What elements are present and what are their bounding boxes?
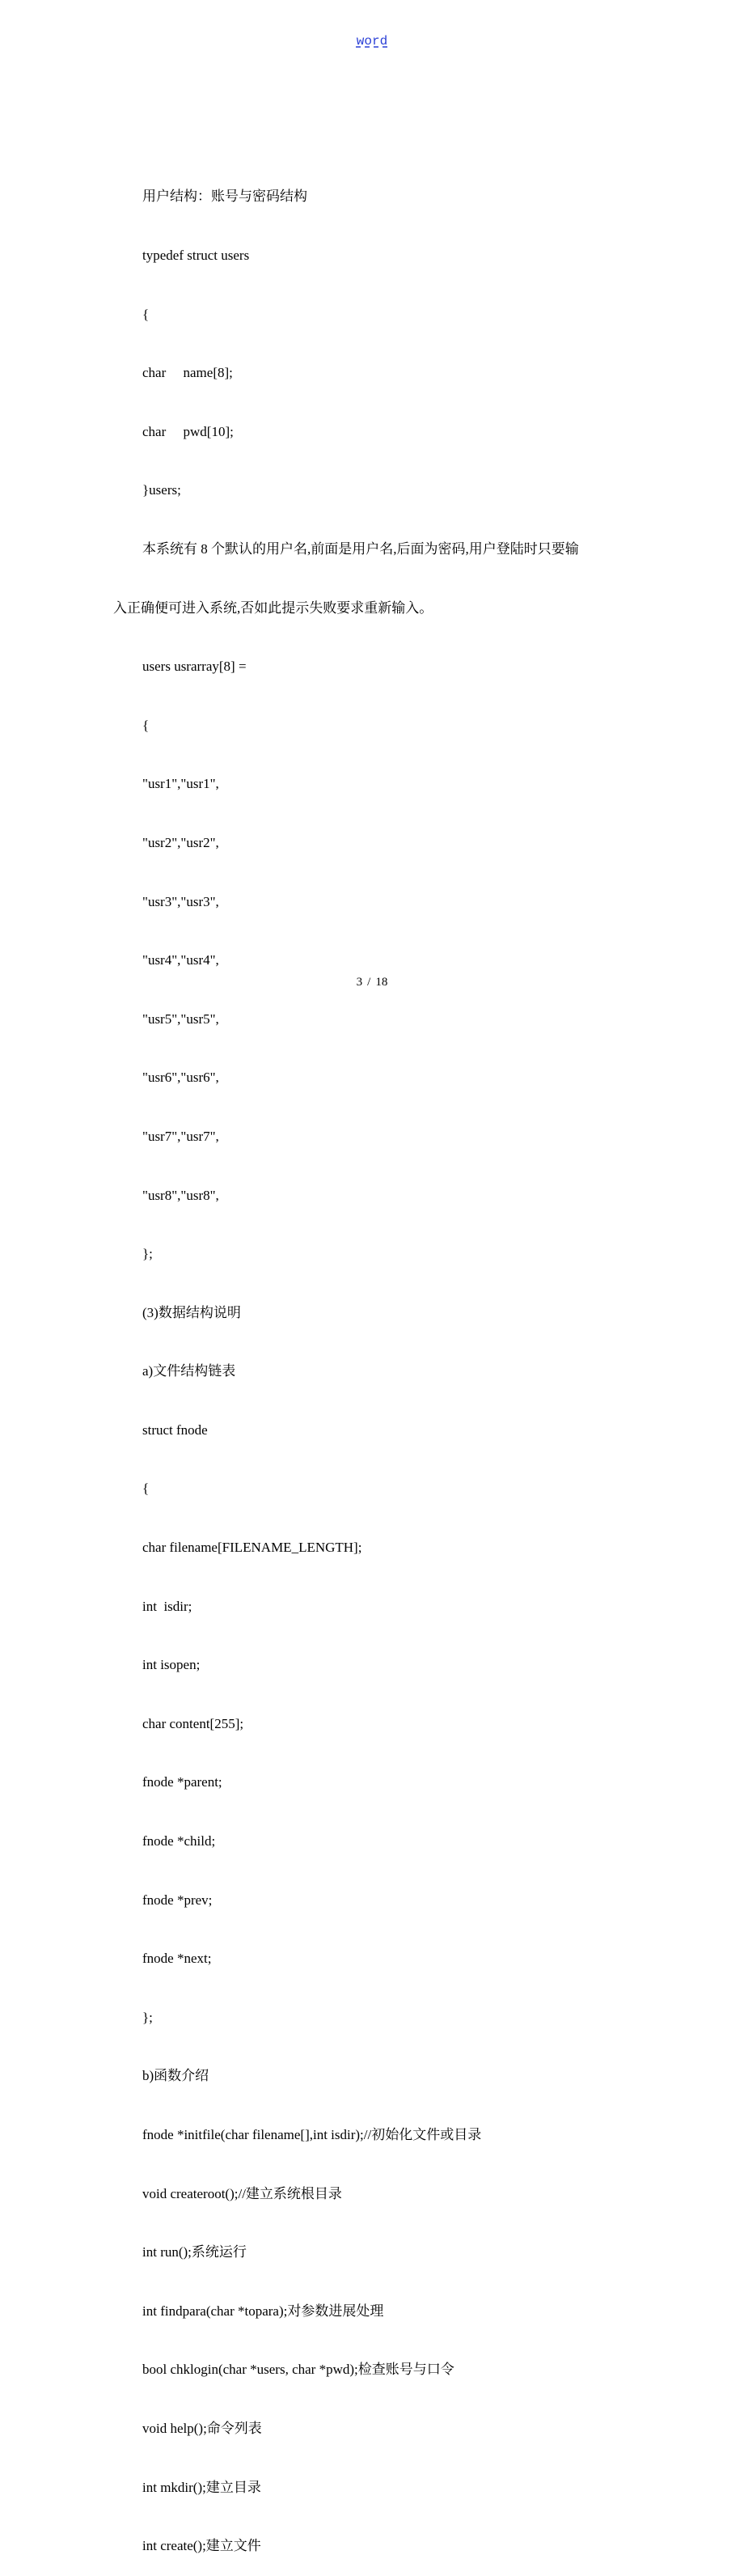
doc-line: "usr6","usr6", — [142, 1070, 219, 1086]
doc-line: int mkdir();建立目录 — [142, 2479, 261, 2495]
doc-line: char pwd[10]; — [142, 423, 234, 439]
doc-line: int isopen; — [142, 1657, 201, 1673]
doc-line: b)函数介绍 — [142, 2068, 209, 2084]
document-body — [113, 148, 628, 2576]
doc-line: fnode *initfile(char filename[],int isdir);//初始化文件或目录 — [142, 2127, 482, 2142]
doc-line: (3)数据结构说明 — [142, 1304, 241, 1320]
doc-line: int create();建立文件 — [142, 2538, 261, 2554]
doc-line: "usr7","usr7", — [142, 1128, 219, 1144]
doc-line: }; — [142, 1246, 153, 1262]
doc-line: fnode *child; — [142, 1833, 216, 1849]
doc-line: "usr5","usr5", — [142, 1010, 219, 1027]
doc-line: 本系统有 8 个默认的用户名,前面是用户名,后面为密码,用户登陆时只要输 — [142, 540, 579, 557]
doc-line: fnode *prev; — [142, 1892, 213, 1908]
page-number — [0, 976, 744, 989]
doc-line: char name[8]; — [142, 365, 233, 381]
doc-line: "usr4","usr4", — [142, 952, 219, 968]
doc-line: typedef struct users — [142, 248, 250, 263]
doc-line: int findpara(char *topara);对参数进展处理 — [142, 2303, 384, 2319]
doc-line: users usrarray[8] = — [142, 659, 247, 675]
doc-line: int run();系统运行 — [142, 2244, 247, 2260]
doc-line: a)文件结构链表 — [142, 1363, 236, 1379]
doc-line: }; — [142, 2009, 153, 2025]
doc-line: char content[255]; — [142, 1715, 244, 1731]
doc-line: { — [142, 306, 150, 322]
page-total: 18 — [375, 976, 388, 989]
doc-line: fnode *parent; — [142, 1774, 222, 1790]
page-current: 3 — [356, 976, 363, 989]
doc-line: bool chklogin(char *users, char *pwd);检查账号与口令 — [142, 2362, 454, 2378]
doc-line: fnode *next; — [142, 1951, 212, 1967]
doc-line: struct fnode — [142, 1421, 208, 1438]
doc-line: void help();命令列表 — [142, 2420, 262, 2436]
doc-line: "usr1","usr1", — [142, 776, 219, 792]
doc-line: char filename[FILENAME_LENGTH]; — [142, 1540, 362, 1556]
header-word-link[interactable]: word — [356, 34, 388, 49]
page-separator: / — [367, 976, 371, 989]
doc-line: "usr3","usr3", — [142, 893, 219, 909]
doc-line: { — [142, 1481, 150, 1497]
doc-line: int isdir; — [142, 1598, 192, 1614]
doc-line: 入正确便可进入系统,否如此提示失败要求重新输入。 — [113, 600, 433, 616]
doc-line: 用户结构：账号与密码结构 — [142, 189, 307, 205]
doc-line: "usr8","usr8", — [142, 1187, 219, 1203]
doc-line: void createroot();//建立系统根目录 — [142, 2185, 342, 2201]
doc-line: { — [142, 717, 150, 733]
doc-line: }users; — [142, 482, 181, 498]
doc-line: "usr2","usr2", — [142, 834, 219, 850]
